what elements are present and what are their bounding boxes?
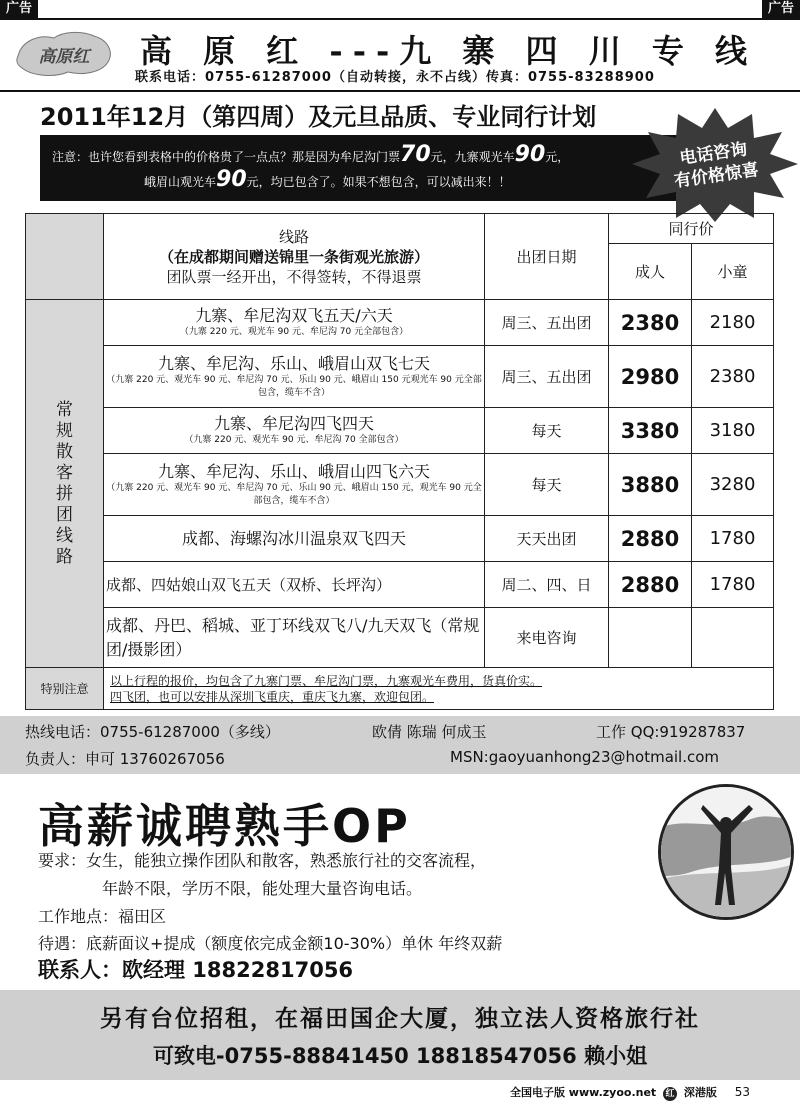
- notice-line-1: [52, 144, 569, 168]
- route-cell: [104, 562, 485, 608]
- table-row: [26, 516, 774, 562]
- departure-days: 来电咨询: [485, 608, 609, 668]
- route-name: 九寨、牟尼沟、乐山、峨眉山双飞七天: [157, 353, 430, 373]
- special-note: 以上行程的报价，均包含了九寨门票、牟尼沟门票，九寨观光车费用，货真价实。: [110, 673, 543, 688]
- table-row: [26, 346, 774, 408]
- recruit-photo: [658, 784, 794, 920]
- footer-badge: 红: [663, 1087, 677, 1101]
- special-note: 四飞团，也可以安排从深圳飞重庆，重庆飞九寨，欢迎包团。: [110, 689, 435, 704]
- table-corner-cell: [26, 214, 104, 300]
- notice-text: 峨眉山观光车: [144, 175, 217, 189]
- date-header: 出团日期: [485, 214, 609, 300]
- child-price: 3280: [692, 454, 774, 516]
- notice-number: 90: [514, 142, 546, 167]
- table-row: [26, 408, 774, 454]
- adult-price: 3880: [609, 454, 692, 516]
- notice-text: 注意：也许您看到表格中的价格贵了一点点？那是因为牟尼沟门票: [52, 150, 401, 164]
- logo-text: 高原红: [38, 47, 90, 67]
- price-notice-box: [40, 135, 705, 201]
- brand-contact-line: 联系电话：0755-61287000（自动转接，永不占线）传真：0755-83288900: [135, 70, 655, 85]
- table-row: [26, 454, 774, 516]
- table-row: [26, 608, 774, 668]
- route-header-gift: （在成都期间赠送锦里一条街观光旅游）: [158, 247, 429, 266]
- route-header: [104, 214, 485, 300]
- adult-price: 2980: [609, 346, 692, 408]
- header-top-rule: [0, 18, 800, 20]
- child-header: 小童: [692, 244, 774, 300]
- notice-text: 元，均已包含了。如果不想包含，可以减出来！！: [246, 175, 511, 189]
- footer-site: 全国电子版 www.zyoo.net: [509, 1086, 657, 1099]
- adult-price: 2880: [609, 516, 692, 562]
- recruit-contact: 联系人：欧经理 18822817056: [38, 958, 354, 982]
- child-price: 1780: [692, 562, 774, 608]
- route-name: 九寨、牟尼沟双飞五天/六天: [195, 306, 393, 325]
- route-cell: [104, 408, 485, 454]
- route-cell: [104, 516, 485, 562]
- child-price: 2180: [692, 300, 774, 346]
- route-detail: （九寨 220 元、观光车 90 元、牟尼沟 70 全部包含）: [184, 435, 404, 445]
- promo-line-1: 电话咨询: [678, 139, 749, 169]
- recruit-requirement-2: 年龄不限，学历不限，能处理大量咨询电话。: [102, 879, 423, 898]
- recruit-title: 高薪诚聘熟手OP: [38, 799, 411, 853]
- notice-text: 元，: [545, 150, 570, 164]
- route-cell: [104, 300, 485, 346]
- table-row: [26, 300, 774, 346]
- departure-days: 天天出团: [485, 516, 609, 562]
- route-name: 成都、海螺沟冰川温泉双飞四天: [181, 528, 406, 548]
- departure-days: 周二、四、日: [485, 562, 609, 608]
- route-name: 九寨、牟尼沟、乐山、峨眉山四飞六天: [157, 461, 430, 481]
- hotline-qq: 工作 QQ:919287837: [596, 723, 746, 741]
- page-number: 53: [734, 1085, 750, 1099]
- departure-days: 每天: [485, 408, 609, 454]
- hotline-manager: 负责人：申可 13760267056: [25, 750, 225, 768]
- adult-price: [609, 608, 692, 668]
- adult-price: 3380: [609, 408, 692, 454]
- child-price: [692, 608, 774, 668]
- route-detail: （九寨 220 元、观光车 90 元、牟尼沟 70 元全部包含）: [179, 327, 409, 337]
- route-cell: [104, 346, 485, 408]
- route-cell: [104, 454, 485, 516]
- ad-tag-right: 广告: [762, 0, 800, 18]
- price-table: [25, 213, 774, 710]
- adult-price: 2880: [609, 562, 692, 608]
- special-notes-cell: [104, 668, 774, 710]
- route-cell: [104, 608, 485, 668]
- special-notes-row: [26, 668, 774, 710]
- brand-logo: [10, 26, 118, 82]
- notice-line-2: [144, 169, 511, 193]
- table-row: [26, 562, 774, 608]
- child-price: 3180: [692, 408, 774, 454]
- category-cell: [26, 300, 104, 668]
- departure-days: 周三、五出团: [485, 346, 609, 408]
- notice-number: 90: [216, 167, 247, 192]
- footer-edition: 深港版: [683, 1086, 717, 1099]
- ad-tag-left: 广告: [0, 0, 38, 18]
- hotline-msn: MSN:gaoyuanhong23@hotmail.com: [450, 748, 720, 766]
- hotline-phone: 热线电话：0755-61287000（多线）: [25, 723, 280, 741]
- child-price: 2380: [692, 346, 774, 408]
- departure-days: 每天: [485, 454, 609, 516]
- departure-days: 周三、五出团: [485, 300, 609, 346]
- peer-price-header: 同行价: [609, 214, 774, 244]
- page-footer: [510, 1084, 750, 1101]
- route-header-rule: 团队票一经开出，不得签转，不得退票: [166, 267, 422, 286]
- category-label: 常规散客拼团线路: [56, 399, 73, 567]
- hotline-staff: 欧倩 陈瑞 何成玉: [372, 723, 487, 741]
- promo-line-2: 有价格惊喜: [673, 160, 761, 192]
- adult-header: 成人: [609, 244, 692, 300]
- child-price: 1780: [692, 516, 774, 562]
- adult-price: 2380: [609, 300, 692, 346]
- header-bottom-rule: [0, 90, 800, 92]
- route-header-title: 线路: [278, 227, 309, 246]
- rental-headline: 另有台位招租，在福田国企大厦，独立法人资格旅行社: [100, 1006, 700, 1032]
- page-headline: 2011年12月（第四周）及元旦品质、专业同行计划: [40, 103, 597, 131]
- notice-text: 元，九寨观光车: [430, 150, 515, 164]
- recruit-benefits: 待遇：底薪面议+提成（额度依完成金额10-30%）单休 年终双薪: [38, 934, 503, 953]
- route-detail: （九寨 220 元、观光车 90 元、牟尼沟 70 元、乐山 90 元、峨眉山 150 元观光车 90 元全部包含，缆车不含）: [106, 374, 482, 398]
- recruit-requirement-1: 要求：女生，能独立操作团队和散客，熟悉旅行社的交客流程，: [38, 851, 487, 870]
- recruit-location: 工作地点：福田区: [38, 907, 167, 926]
- notice-number: 70: [400, 142, 431, 167]
- table-header-row: [26, 214, 774, 244]
- route-name: 成都、丹巴、稻城、亚丁环线双飞八/九天双飞（常规团/摄影团）: [106, 615, 480, 659]
- route-detail: （九寨 220 元、观光车 90 元、牟尼沟 70 元、乐山 90 元、峨眉山 150 元，观光车 90 元全部包含，缆车不含）: [106, 482, 482, 506]
- rental-contact: 可致电-0755-88841450 18818547056 赖小姐: [152, 1044, 648, 1068]
- route-name: 九寨、牟尼沟四飞四天: [213, 414, 374, 433]
- route-name: 成都、四姑娘山双飞五天（双桥、长坪沟）: [106, 575, 392, 594]
- brand-title: 高 原 红 ---九 寨 四 川 专 线: [140, 32, 757, 70]
- special-notes-label: 特别注意: [26, 668, 104, 710]
